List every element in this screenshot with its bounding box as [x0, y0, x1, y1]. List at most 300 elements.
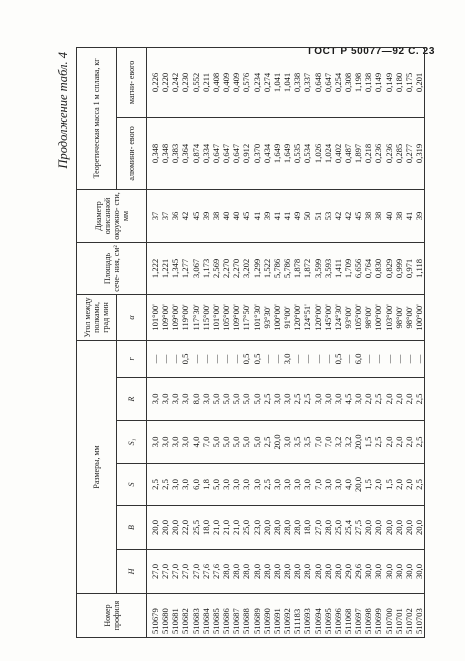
cell-diam: 40 [383, 211, 394, 221]
cell-B: 28,0 [292, 519, 303, 536]
cell-num: 510680 [160, 608, 171, 634]
cell-num: 510687 [231, 608, 242, 634]
cell-mg: 0,175 [403, 72, 414, 93]
cell-S: 1,8 [200, 479, 211, 490]
cell-H: 28,0 [292, 563, 303, 580]
cell-mg: 0,180 [393, 72, 404, 93]
cell-mg: 0,220 [160, 72, 171, 93]
cell-num: 510692 [282, 608, 293, 634]
cell-r: — [150, 354, 160, 364]
cell-num: 510699 [373, 608, 384, 634]
cell-al: 0,236 [383, 143, 394, 164]
cell-r: 0,5 [241, 353, 252, 365]
cell-S: 3,0 [332, 479, 343, 490]
col-header-H: H [117, 550, 147, 594]
cell-H: 28,0 [221, 563, 232, 580]
column-mass-aluminium [147, 117, 425, 189]
cell-num: 510701 [393, 608, 404, 634]
column-S [147, 464, 425, 506]
cell-S1: 7,0 [322, 436, 333, 448]
cell-B: 20,0 [393, 519, 404, 536]
cell-B: 28,0 [282, 519, 293, 536]
cell-angle: 120°00' [292, 304, 303, 331]
col-group-dimensions: Размеры, мм [77, 340, 117, 593]
cell-B: 28,0 [271, 519, 282, 536]
col-header-angle: Угол между полками, град мин [77, 294, 117, 340]
cell-R: 3,0 [322, 393, 333, 405]
cell-mg: 0,648 [312, 72, 323, 93]
cell-r: — [170, 354, 181, 364]
cell-H: 30,0 [393, 563, 404, 580]
cell-area: 5,786 [271, 258, 282, 279]
cell-H: 28,0 [241, 563, 252, 580]
cell-num: 510697 [353, 608, 364, 634]
cell-S: 3,0 [302, 479, 313, 490]
col-header-R: R [117, 378, 147, 421]
cell-S1: 2,5 [261, 436, 272, 448]
column-R [147, 378, 425, 421]
cell-area: 3,599 [312, 258, 323, 279]
col-header-area: Площадь сече- ния, см² [77, 242, 147, 294]
cell-angle: 119°00' [180, 304, 191, 331]
cell-H: 30,0 [383, 563, 394, 580]
cell-num: 510700 [383, 608, 394, 634]
cell-S: 20,0 [353, 476, 364, 493]
cell-R: 3,0 [180, 393, 191, 405]
cell-r: — [210, 354, 221, 364]
cell-diam: 41 [251, 211, 262, 221]
cell-angle: 101°00' [150, 304, 160, 331]
cell-diam: 45 [190, 211, 201, 221]
cell-al: 0,383 [170, 143, 181, 164]
cell-diam: 45 [353, 211, 364, 221]
cell-r: — [322, 354, 333, 364]
cell-R: 2,5 [414, 393, 425, 405]
cell-angle: 93°30' [261, 306, 272, 329]
cell-diam: 38 [210, 211, 221, 221]
cell-H: 27,6 [210, 563, 221, 580]
cell-H: 27,0 [180, 563, 191, 580]
cell-H: 30,0 [403, 563, 414, 580]
cell-S1: 4,0 [190, 436, 201, 448]
cell-mg: 0,576 [241, 72, 252, 93]
cell-diam: 37 [150, 211, 160, 221]
cell-B: 20,0 [160, 519, 171, 536]
cell-area: 1,709 [342, 258, 353, 279]
cell-S1: 20,0 [353, 434, 364, 450]
cell-num: 510702 [403, 608, 414, 634]
cell-B: 20,0 [170, 519, 181, 536]
cell-H: 28,0 [302, 563, 313, 580]
cell-diam: 39 [414, 211, 425, 221]
cell-S1: 5,0 [221, 436, 232, 448]
cell-r: 0,5 [180, 353, 191, 365]
cell-num: 510686 [221, 608, 232, 634]
cell-area: 1,222 [150, 258, 160, 279]
cell-R: 3,0 [332, 393, 343, 405]
profiles-table [76, 47, 425, 638]
cell-diam: 38 [373, 211, 384, 221]
cell-r: — [271, 354, 282, 364]
cell-r: — [383, 354, 394, 364]
cell-S: 1,5 [383, 479, 394, 490]
col-header-alpha: α [117, 294, 147, 340]
cell-num: 510685 [210, 608, 221, 634]
cell-angle: 124°51' [302, 304, 313, 331]
cell-S: 3,0 [251, 479, 262, 490]
cell-al: 0,434 [261, 143, 272, 164]
cell-num: 511183 [292, 608, 303, 634]
cell-mg: 0,274 [261, 72, 272, 93]
cell-S: 6,0 [190, 479, 201, 490]
cell-angle: 124°30' [332, 304, 343, 331]
cell-R: 2,5 [261, 393, 272, 405]
cell-al: 0,647 [221, 143, 232, 164]
cell-B: 25,0 [241, 519, 252, 536]
cell-R: 2,5 [302, 393, 313, 405]
cell-S1: 2,5 [373, 436, 384, 448]
cell-angle: 109°00' [231, 304, 242, 331]
cell-num: 510694 [312, 608, 323, 634]
col-header-diameter: Диаметр описанной окружно- сти, мм [77, 189, 147, 242]
cell-S: 3,0 [221, 479, 232, 490]
cell-al: 1,026 [312, 143, 323, 164]
cell-num: 510689 [251, 608, 262, 634]
cell-area: 0,829 [383, 258, 394, 279]
cell-diam: 50 [302, 211, 313, 221]
cell-num: 510683 [190, 608, 201, 634]
cell-r: — [200, 354, 211, 364]
cell-R: 2,0 [363, 393, 374, 405]
cell-angle: 117°30' [190, 304, 201, 331]
cell-R: 5,0 [231, 393, 242, 405]
cell-angle: 103°00' [383, 304, 394, 331]
cell-r: — [160, 354, 171, 364]
cell-al: 0,535 [292, 143, 303, 164]
cell-diam: 51 [312, 211, 323, 221]
cell-diam: 38 [363, 211, 374, 221]
cell-area: 1,411 [332, 258, 343, 278]
cell-S1: 5,0 [210, 436, 221, 448]
cell-r: — [363, 354, 374, 364]
cell-H: 28,0 [271, 563, 282, 580]
cell-diam: 41 [271, 211, 282, 221]
col-header-aluminium: алюмини- евого [117, 117, 147, 189]
cell-H: 29,6 [353, 563, 364, 580]
col-group-mass: Теоретическая масса 1 м сплава, кг [77, 47, 117, 189]
cell-B: 27,0 [312, 519, 323, 536]
cell-mg: 0,149 [383, 72, 394, 93]
cell-B: 23,0 [251, 519, 262, 536]
cell-num: 511068 [342, 608, 353, 634]
cell-S1: 5,0 [231, 436, 242, 448]
cell-area: 1,221 [160, 258, 171, 279]
cell-S: 2,5 [150, 479, 160, 490]
cell-area: 0,999 [393, 258, 404, 279]
cell-S: 2,0 [373, 479, 384, 490]
cell-angle: 93°00' [342, 306, 353, 329]
cell-area: 5,786 [282, 258, 293, 279]
cell-r: — [403, 354, 414, 364]
table-continuation-caption: Продолжение табл. 4 [56, 52, 70, 169]
cell-H: 27,0 [160, 563, 171, 580]
cell-S1: 3,2 [342, 436, 353, 448]
cell-H: 28,0 [282, 563, 293, 580]
cell-B: 21,0 [210, 519, 221, 536]
cell-H: 27,0 [170, 563, 181, 580]
cell-R: 2,5 [373, 393, 384, 405]
cell-diam: 39 [200, 211, 211, 221]
column-profile-number [147, 594, 425, 638]
cell-r: — [231, 354, 242, 364]
cell-r: 0,5 [332, 353, 343, 365]
cell-R: 2,0 [403, 393, 414, 405]
cell-S: 2,5 [261, 479, 272, 490]
cell-S1: 5,0 [251, 436, 262, 448]
cell-area: 1,345 [170, 258, 181, 279]
cell-num: 510696 [332, 608, 343, 634]
cell-S1: 7,0 [200, 436, 211, 448]
cell-H: 28,0 [322, 563, 333, 580]
cell-B: 21,0 [231, 519, 242, 536]
column-r [147, 340, 425, 377]
cell-num: 510684 [200, 608, 211, 634]
cell-al: 0,402 [332, 143, 343, 164]
cell-R: 3,0 [170, 393, 181, 405]
cell-S1: 3,5 [302, 436, 313, 448]
cell-B: 20,0 [150, 519, 160, 536]
cell-area: 2,270 [221, 258, 232, 279]
cell-S: 1,5 [363, 479, 374, 490]
cell-R: 3,0 [312, 393, 323, 405]
cell-angle: 145°00' [322, 304, 333, 331]
cell-r: — [414, 354, 425, 364]
cell-S: 3,0 [271, 479, 282, 490]
column-diameter [147, 189, 425, 242]
cell-mg: 1,041 [271, 72, 282, 93]
cell-angle: 100°00' [414, 304, 425, 331]
cell-r: 3,0 [282, 353, 293, 365]
cell-al: 0,277 [403, 143, 414, 164]
cell-al: 0,285 [393, 143, 404, 164]
cell-mg: 0,338 [292, 72, 303, 93]
cell-area: 6,656 [353, 258, 364, 279]
cell-S: 7,0 [312, 479, 323, 490]
cell-S1: 3,0 [282, 436, 293, 448]
col-header-r: r [117, 340, 147, 377]
cell-H: 28,0 [332, 563, 343, 580]
cell-S: 5,0 [210, 479, 221, 490]
cell-num: 510695 [322, 608, 333, 634]
cell-H: 28,0 [251, 563, 262, 580]
column-B [147, 506, 425, 550]
cell-R: 3,0 [150, 393, 160, 405]
cell-H: 30,0 [363, 563, 374, 580]
cell-area: 1,878 [292, 258, 303, 279]
cell-R: 8,0 [190, 393, 201, 405]
cell-B: 27,5 [353, 519, 364, 536]
cell-al: 0,370 [251, 143, 262, 164]
cell-S1: 7,0 [312, 436, 323, 448]
cell-H: 28,0 [312, 563, 323, 580]
cell-mg: 0,409 [221, 72, 232, 93]
cell-B: 22,0 [180, 519, 191, 536]
cell-r: 6,0 [353, 353, 364, 365]
cell-S: 3,0 [241, 479, 252, 490]
column-H [147, 550, 425, 594]
cell-r: — [393, 354, 404, 364]
cell-R: 5,0 [241, 393, 252, 405]
cell-num: 510682 [180, 608, 191, 634]
cell-mg: 0,234 [251, 72, 262, 93]
cell-angle: 98°00' [403, 306, 414, 329]
cell-R: 2,0 [383, 393, 394, 405]
cell-diam: 38 [393, 211, 404, 221]
cell-angle: 100°00' [271, 304, 282, 331]
cell-diam: 49 [292, 211, 303, 221]
cell-mg: 0,409 [231, 72, 242, 93]
cell-num: 510693 [302, 608, 313, 634]
cell-B: 20,0 [414, 519, 425, 536]
cell-area: 3,067 [190, 258, 201, 279]
cell-B: 20,0 [383, 519, 394, 536]
cell-al: 0,874 [190, 143, 201, 164]
cell-diam: 45 [241, 211, 252, 221]
cell-al: 1,897 [353, 143, 364, 164]
cell-mg: 0,138 [363, 72, 374, 93]
col-header-B: B [117, 506, 147, 550]
cell-mg: 0,308 [342, 72, 353, 93]
cell-angle: 98°00' [363, 306, 374, 329]
cell-diam: 39 [261, 211, 272, 221]
cell-r: — [221, 354, 232, 364]
cell-R: 3,0 [200, 393, 211, 405]
cell-al: 1,649 [282, 143, 293, 164]
cell-mg: 0,337 [302, 72, 313, 93]
cell-diam: 42 [332, 211, 343, 221]
cell-al: 0,218 [363, 143, 374, 164]
cell-r: — [373, 354, 384, 364]
cell-R: 3,0 [282, 393, 293, 405]
cell-num: 510681 [170, 608, 181, 634]
cell-al: 0,334 [200, 143, 211, 164]
cell-al: 0,364 [180, 143, 191, 164]
cell-mg: 0,201 [414, 72, 425, 93]
cell-S1: 2,0 [393, 436, 404, 448]
cell-S: 2,0 [403, 479, 414, 490]
cell-al: 0,348 [160, 143, 171, 164]
cell-angle: 105°00' [221, 304, 232, 331]
cell-num: 510690 [261, 608, 272, 634]
cell-area: 1,522 [261, 258, 272, 279]
cell-S: 2,0 [393, 479, 404, 490]
cell-H: 28,0 [231, 563, 242, 580]
rotated-table-sheet [54, 48, 439, 638]
cell-mg: 0,230 [180, 72, 191, 93]
cell-num: 510679 [150, 608, 160, 634]
cell-R: 3,0 [353, 393, 364, 405]
cell-r: — [312, 354, 323, 364]
cell-al: 0,487 [342, 143, 353, 164]
cell-r: — [342, 354, 353, 364]
cell-al: 0,647 [210, 143, 221, 164]
cell-mg: 0,552 [190, 72, 201, 93]
cell-al: 0,348 [150, 143, 160, 164]
cell-area: 1,173 [200, 258, 211, 279]
cell-area: 1,277 [180, 258, 191, 279]
cell-R: 5,0 [210, 393, 221, 405]
cell-area: 3,202 [241, 258, 252, 279]
cell-al: 0,912 [241, 143, 252, 164]
cell-R: 2,5 [292, 393, 303, 405]
cell-diam: 42 [342, 211, 353, 221]
cell-area: 0,971 [403, 258, 414, 279]
column-angle [147, 294, 425, 340]
cell-H: 30,0 [373, 563, 384, 580]
cell-B: 21,0 [221, 519, 232, 536]
col-header-S: S [117, 464, 147, 506]
col-header-S1: S₁ [117, 421, 147, 464]
cell-angle: 105°00' [353, 304, 364, 331]
cell-B: 20,0 [373, 519, 384, 536]
cell-area: 1,118 [414, 258, 425, 278]
cell-B: 20,0 [403, 519, 414, 536]
cell-angle: 117°50' [241, 304, 252, 331]
cell-r: 0,5 [251, 353, 262, 365]
cell-r: — [261, 354, 272, 364]
col-header-magnesium: магни- евого [117, 47, 147, 117]
cell-R: 3,0 [271, 393, 282, 405]
cell-B: 25,0 [332, 519, 343, 536]
cell-H: 27,0 [190, 563, 201, 580]
cell-num: 510703 [414, 608, 425, 634]
cell-S: 3,0 [180, 479, 191, 490]
cell-S: 3,0 [322, 479, 333, 490]
cell-mg: 0,242 [170, 72, 181, 93]
cell-S1: 3,5 [292, 436, 303, 448]
cell-angle: 120°00' [312, 304, 323, 331]
cell-S1: 3,0 [180, 436, 191, 448]
cell-S1: 2,0 [403, 436, 414, 448]
cell-mg: 0,149 [373, 72, 384, 93]
cell-mg: 1,198 [353, 72, 364, 93]
cell-area: 0,764 [363, 258, 374, 279]
cell-diam: 53 [322, 211, 333, 221]
cell-angle: 109°00' [170, 304, 181, 331]
page-header: ГОСТ Р 50077—92 С. 23 [308, 46, 435, 57]
cell-S1: 3,0 [170, 436, 181, 448]
cell-B: 28,0 [322, 519, 333, 536]
cell-angle: 101°00' [210, 304, 221, 331]
cell-S1: 3,2 [332, 436, 343, 448]
cell-B: 18,0 [302, 519, 313, 536]
cell-S1: 1,5 [363, 436, 374, 448]
cell-diam: 37 [160, 211, 171, 221]
cell-al: 1,649 [271, 143, 282, 164]
cell-diam: 40 [221, 211, 232, 221]
cell-area: 3,593 [322, 258, 333, 279]
cell-H: 30,0 [414, 563, 425, 580]
col-header-profile-number: Номер профиля [77, 594, 147, 638]
cell-S: 3,0 [231, 479, 242, 490]
cell-S1: 3,0 [150, 436, 160, 448]
cell-S: 4,0 [342, 479, 353, 490]
cell-H: 28,0 [261, 563, 272, 580]
cell-diam: 41 [403, 211, 414, 221]
cell-al: 0,647 [231, 143, 242, 164]
cell-S1: 20,0 [271, 434, 282, 450]
column-S1 [147, 421, 425, 464]
